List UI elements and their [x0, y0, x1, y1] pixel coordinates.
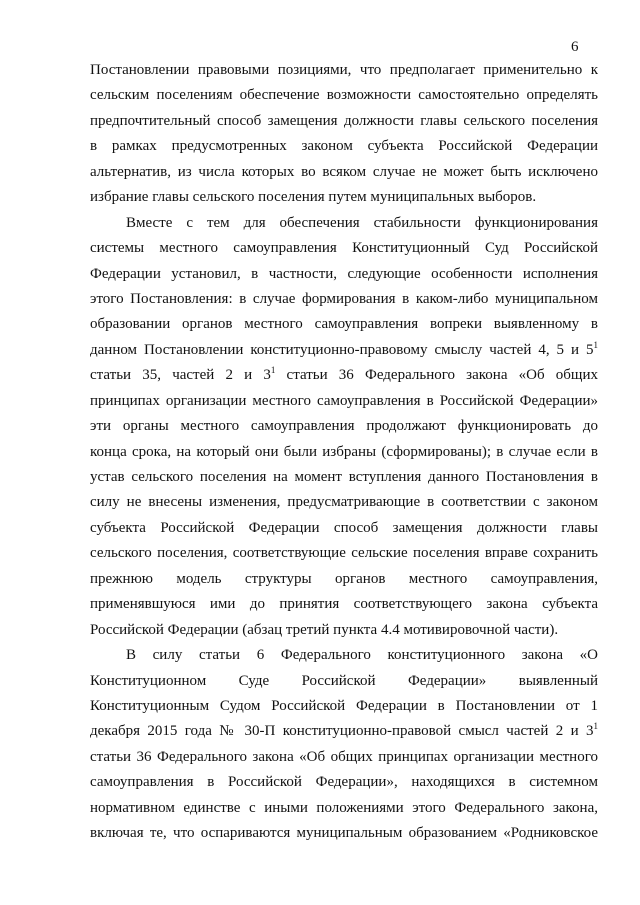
text-line: сельским поселениям обеспечение возможности самостоятельно определять: [90, 87, 598, 104]
document-body: [90, 58, 598, 847]
text-line: устав сельского поселения на момент вступления данного Постановления в: [90, 469, 598, 485]
text-line: предпочтительный способ замещения должности главы сельского поселения: [90, 112, 598, 129]
text-line: Постановлении правовыми позициями, что предполагает применительно к: [90, 62, 598, 78]
page-number: 6: [571, 39, 579, 55]
text-line: эти органы местного самоуправления продолжают функционировать до: [90, 418, 598, 435]
text-line: альтернатив, из числа которых во всяком случае не может быть исключено: [90, 163, 598, 180]
text-line: применявшуюся ими до принятия соответствующего закона субъекта: [90, 596, 598, 613]
text-line: самоуправления в Российской Федерации», находящихся в системном: [90, 774, 598, 791]
text-line: сельского поселения, соответствующие сельские поселения вправе сохранить: [90, 545, 598, 562]
superscript: 1: [270, 365, 276, 376]
text-line: Российской Федерации (абзац третий пункта 4.4 мотивировочной части).: [90, 621, 559, 638]
text-line: в рамках предусмотренных законом субъекта Российской Федерации: [90, 138, 598, 155]
text-line: В силу статьи 6 Федерального конституционного закона «О: [126, 647, 598, 664]
text-line: избрание главы сельского поселения путем муниципальных выборов.: [90, 189, 537, 206]
superscript: 1: [593, 339, 598, 350]
text-line: [90, 363, 598, 388]
text-line: конца срока, на который они были избраны (сформированы); в случае если в: [90, 443, 598, 460]
text-line: Конституционном Суде Российской Федерации» выявленный: [90, 672, 598, 689]
line-text: данном Постановлении конституционно-правовому смыслу частей 4, 5 и 5: [90, 341, 594, 358]
line-text: статьи 35, частей 2 и 3: [90, 367, 271, 384]
text-line: статьи 36 Федерального закона «Об общих принципах организации местного: [90, 748, 598, 765]
text-line: Конституционным Судом Российской Федерации в Постановлении от 1: [90, 697, 598, 714]
line-text: декабря 2015 года № 30-П конституционно-правовой смысл частей 2 и 3: [90, 723, 594, 740]
text-line: прежнюю модель структуры органов местного самоуправления,: [90, 570, 598, 587]
text-line: силу не внесены изменения, предусматривающие в соответствии с законом: [90, 494, 598, 511]
superscript: 1: [593, 721, 598, 732]
text-line: нормативном единстве с иными положениями этого Федерального закона,: [90, 799, 598, 816]
text-line: [90, 338, 598, 363]
text-line: образовании органов местного самоуправления вопреки выявленному в: [90, 316, 598, 333]
text-line: Федерации установил, в частности, следующие особенности исполнения: [90, 265, 598, 282]
text-line: субъекта Российской Федерации способ замещения должности главы: [90, 519, 598, 536]
text-line: включая те, что оспариваются муниципальным образованием «Родниковское: [90, 825, 598, 842]
text-line: этого Постановления: в случае формирования в каком-либо муниципальном: [90, 290, 598, 307]
line-text: статьи 36 Федерального закона «Об общих: [286, 367, 598, 384]
text-line: системы местного самоуправления Конституционный Суд Российской: [90, 240, 598, 257]
text-line: принципах организации местного самоуправления в Российской Федерации»: [90, 392, 598, 409]
text-line: [90, 719, 598, 744]
text-line: Вместе с тем для обеспечения стабильности функционирования: [126, 214, 598, 231]
